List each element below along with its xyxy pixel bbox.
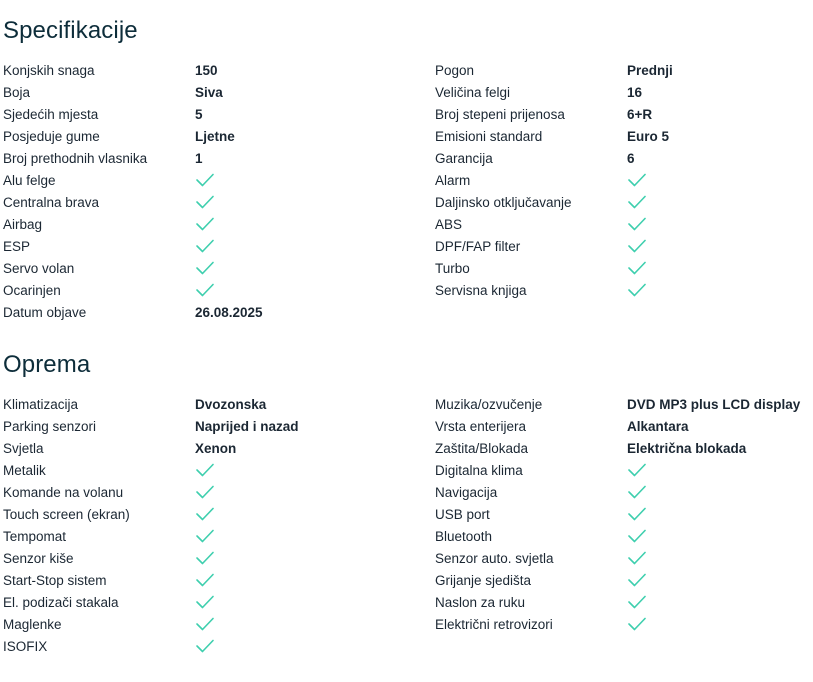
spec-label: Konjskih snaga bbox=[3, 63, 95, 78]
check-icon bbox=[195, 236, 420, 258]
spec-row bbox=[0, 416, 813, 438]
spec-value: Naprijed i nazad bbox=[195, 419, 299, 434]
check-icon bbox=[627, 592, 813, 614]
check-icon bbox=[627, 258, 813, 280]
specifikacije-table bbox=[0, 60, 813, 324]
check-icon bbox=[195, 238, 215, 254]
spec-value: 6 bbox=[627, 151, 635, 166]
check-icon bbox=[627, 528, 647, 544]
spec-row bbox=[0, 636, 813, 658]
check-icon bbox=[627, 238, 647, 254]
check-icon bbox=[627, 504, 813, 526]
check-icon bbox=[627, 172, 647, 188]
spec-label: Električni retrovizori bbox=[435, 617, 553, 632]
check-icon bbox=[195, 172, 215, 188]
check-icon bbox=[195, 526, 420, 548]
spec-label: Parking senzori bbox=[3, 419, 97, 434]
spec-label: Ocarinjen bbox=[3, 283, 61, 298]
spec-row bbox=[0, 60, 813, 82]
check-icon bbox=[195, 192, 420, 214]
spec-label: Broj stepeni prijenosa bbox=[435, 107, 565, 122]
spec-label: El. podizači stakala bbox=[3, 595, 119, 610]
check-icon bbox=[627, 194, 647, 210]
spec-value: 5 bbox=[195, 107, 203, 122]
check-icon bbox=[627, 282, 647, 298]
spec-row bbox=[0, 526, 813, 548]
check-icon bbox=[195, 504, 420, 526]
spec-label: Pogon bbox=[435, 63, 475, 78]
check-icon bbox=[627, 572, 647, 588]
spec-row bbox=[0, 126, 813, 148]
spec-label: Touch screen (ekran) bbox=[3, 507, 130, 522]
spec-value: 26.08.2025 bbox=[195, 305, 263, 320]
section-title-oprema: Oprema bbox=[3, 351, 91, 378]
spec-label: Broj prethodnih vlasnika bbox=[3, 151, 148, 166]
spec-label: Alu felge bbox=[3, 173, 56, 188]
check-icon bbox=[195, 594, 215, 610]
spec-label: Senzor auto. svjetla bbox=[435, 551, 554, 566]
check-icon bbox=[627, 214, 813, 236]
spec-label: DPF/FAP filter bbox=[435, 239, 521, 254]
check-icon bbox=[627, 280, 813, 302]
check-icon bbox=[627, 460, 813, 482]
spec-label: Servisna knjiga bbox=[435, 283, 527, 298]
check-icon bbox=[195, 572, 215, 588]
spec-row bbox=[0, 614, 813, 636]
spec-row bbox=[0, 82, 813, 104]
check-icon bbox=[627, 594, 647, 610]
spec-row bbox=[0, 236, 813, 258]
spec-label: Centralna brava bbox=[3, 195, 100, 210]
spec-row bbox=[0, 170, 813, 192]
spec-value: 6+R bbox=[627, 107, 653, 122]
spec-row bbox=[0, 570, 813, 592]
check-icon bbox=[627, 616, 647, 632]
spec-label: Veličina felgi bbox=[435, 85, 511, 100]
spec-value: Euro 5 bbox=[627, 129, 670, 144]
spec-row bbox=[0, 302, 813, 324]
spec-row bbox=[0, 460, 813, 482]
spec-label: Digitalna klima bbox=[435, 463, 523, 478]
check-icon bbox=[195, 462, 215, 478]
spec-label: Bluetooth bbox=[435, 529, 493, 544]
section-title-specifikacije: Specifikacije bbox=[3, 17, 138, 44]
spec-value: Dvozonska bbox=[195, 397, 267, 412]
spec-row bbox=[0, 214, 813, 236]
spec-label: Grijanje sjedišta bbox=[435, 573, 532, 588]
spec-label: Metalik bbox=[3, 463, 46, 478]
spec-label: Servo volan bbox=[3, 261, 75, 276]
spec-label: Posjeduje gume bbox=[3, 129, 100, 144]
spec-label: Emisioni standard bbox=[435, 129, 543, 144]
spec-label: Svjetla bbox=[3, 441, 44, 456]
spec-label: ABS bbox=[435, 217, 463, 232]
spec-row bbox=[0, 592, 813, 614]
spec-label: Muzika/ozvučenje bbox=[435, 397, 543, 412]
spec-label: USB port bbox=[435, 507, 490, 522]
check-icon bbox=[627, 236, 813, 258]
check-icon bbox=[195, 482, 420, 504]
spec-row bbox=[0, 394, 813, 416]
spec-label: Garancija bbox=[435, 151, 493, 166]
check-icon bbox=[627, 548, 813, 570]
spec-label: Alarm bbox=[435, 173, 471, 188]
oprema-table bbox=[0, 394, 813, 658]
spec-label: Vrsta enterijera bbox=[435, 419, 527, 434]
spec-value: Siva bbox=[195, 85, 223, 100]
check-icon bbox=[195, 616, 215, 632]
spec-label: ESP bbox=[3, 239, 31, 254]
check-icon bbox=[627, 192, 813, 214]
spec-row bbox=[0, 258, 813, 280]
check-icon bbox=[195, 260, 215, 276]
spec-label: Zaštita/Blokada bbox=[435, 441, 529, 456]
spec-row bbox=[0, 104, 813, 126]
spec-row bbox=[0, 438, 813, 460]
check-icon bbox=[627, 550, 647, 566]
spec-label: Daljinsko otključavanje bbox=[435, 195, 572, 210]
spec-row bbox=[0, 192, 813, 214]
check-icon bbox=[195, 638, 215, 654]
spec-label: Maglenke bbox=[3, 617, 62, 632]
spec-value: DVD MP3 plus LCD display bbox=[627, 397, 801, 412]
spec-label: Boja bbox=[3, 85, 31, 100]
spec-label: Start-Stop sistem bbox=[3, 573, 107, 588]
check-icon bbox=[627, 482, 813, 504]
check-icon bbox=[195, 194, 215, 210]
check-icon bbox=[195, 216, 215, 232]
check-icon bbox=[627, 526, 813, 548]
spec-value: Električna blokada bbox=[627, 441, 747, 456]
check-icon bbox=[195, 214, 420, 236]
spec-label: Klimatizacija bbox=[3, 397, 79, 412]
check-icon bbox=[195, 170, 420, 192]
check-icon bbox=[627, 484, 647, 500]
check-icon bbox=[195, 550, 215, 566]
spec-label: Navigacija bbox=[435, 485, 498, 500]
spec-row bbox=[0, 504, 813, 526]
check-icon bbox=[627, 506, 647, 522]
check-icon bbox=[195, 258, 420, 280]
check-icon bbox=[195, 282, 215, 298]
spec-label: Airbag bbox=[3, 217, 43, 232]
check-icon bbox=[195, 528, 215, 544]
check-icon bbox=[627, 260, 647, 276]
spec-label: Naslon za ruku bbox=[435, 595, 526, 610]
check-icon bbox=[195, 548, 420, 570]
check-icon bbox=[195, 280, 420, 302]
spec-label: Sjedećih mjesta bbox=[3, 107, 99, 122]
spec-label: Tempomat bbox=[3, 529, 67, 544]
check-icon bbox=[627, 170, 813, 192]
spec-value: 150 bbox=[195, 63, 218, 78]
spec-label: ISOFIX bbox=[3, 639, 48, 654]
check-icon bbox=[627, 462, 647, 478]
spec-label: Turbo bbox=[435, 261, 470, 276]
check-icon bbox=[195, 506, 215, 522]
check-icon bbox=[627, 570, 813, 592]
check-icon bbox=[195, 460, 420, 482]
spec-value: 16 bbox=[627, 85, 643, 100]
spec-value: Alkantara bbox=[627, 419, 689, 434]
spec-row bbox=[0, 148, 813, 170]
check-icon bbox=[195, 636, 420, 658]
check-icon bbox=[627, 216, 647, 232]
check-icon bbox=[627, 614, 813, 636]
check-icon bbox=[195, 484, 215, 500]
spec-row bbox=[0, 280, 813, 302]
spec-value: Ljetne bbox=[195, 129, 235, 144]
spec-label: Komande na volanu bbox=[3, 485, 124, 500]
spec-row bbox=[0, 548, 813, 570]
spec-value: Prednji bbox=[627, 63, 673, 78]
check-icon bbox=[195, 570, 420, 592]
spec-value: Xenon bbox=[195, 441, 237, 456]
check-icon bbox=[195, 592, 420, 614]
spec-value: 1 bbox=[195, 151, 203, 166]
check-icon bbox=[195, 614, 420, 636]
spec-row bbox=[0, 482, 813, 504]
spec-label: Datum objave bbox=[3, 305, 87, 320]
spec-label: Senzor kiše bbox=[3, 551, 74, 566]
